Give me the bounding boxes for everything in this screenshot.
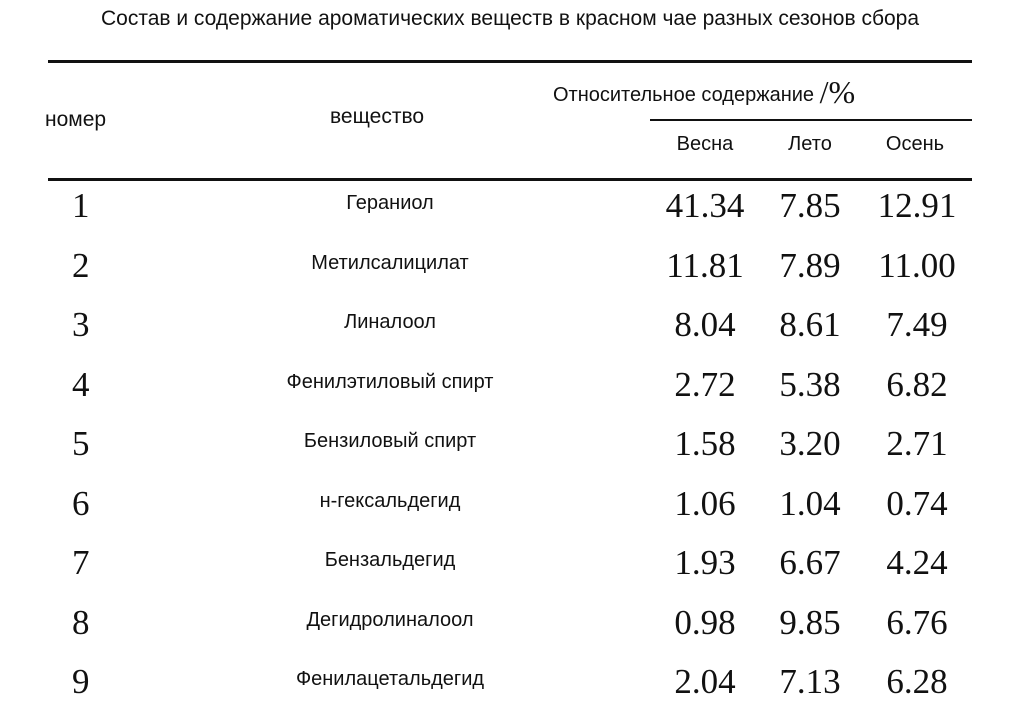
row-number: 4 (72, 364, 90, 404)
header-season-autumn: Осень (885, 133, 945, 155)
row-value-spring: 41.34 (665, 186, 745, 225)
row-substance: Метилсалицилат (311, 251, 469, 274)
row-substance: н-гексальдегид (319, 489, 461, 512)
row-value-summer: 9.85 (779, 602, 841, 642)
header-number: номер (45, 108, 107, 131)
header-bottom-rule (48, 178, 972, 181)
row-value-summer: 7.89 (779, 245, 841, 285)
row-value-summer: 6.67 (779, 543, 841, 582)
header-group-label: Относительное содержание (553, 84, 815, 106)
row-number: 8 (72, 602, 90, 642)
header-unit: /% (819, 74, 856, 110)
row-value-summer: 5.38 (779, 364, 841, 404)
row-substance: Линалоол (344, 311, 436, 333)
row-value-autumn: 12.91 (877, 186, 957, 225)
row-value-spring: 8.04 (674, 305, 736, 344)
header-season-spring: Весна (676, 133, 734, 155)
row-value-spring: 11.81 (666, 245, 744, 285)
group-rule (650, 119, 972, 121)
row-value-autumn: 2.71 (886, 424, 948, 463)
row-number: 1 (72, 186, 90, 225)
row-value-summer: 1.04 (779, 483, 841, 523)
row-value-spring: 0.98 (674, 602, 736, 642)
row-value-spring: 2.04 (674, 662, 736, 701)
row-number: 9 (72, 662, 90, 701)
row-value-autumn: 4.24 (886, 543, 948, 582)
row-substance: Фенилэтиловый спирт (286, 370, 494, 393)
row-value-spring: 1.58 (674, 424, 736, 463)
row-value-summer: 8.61 (779, 305, 841, 344)
row-number: 3 (72, 305, 90, 344)
row-value-autumn: 7.49 (886, 305, 948, 344)
row-substance: Гераниол (346, 192, 434, 214)
row-number: 2 (72, 245, 90, 285)
row-number: 6 (72, 483, 90, 523)
row-number: 5 (72, 424, 90, 463)
row-value-spring: 1.06 (674, 483, 736, 523)
row-value-spring: 2.72 (674, 364, 736, 404)
row-value-autumn: 0.74 (886, 483, 948, 523)
row-value-autumn: 6.28 (886, 662, 948, 701)
row-value-autumn: 11.00 (878, 245, 956, 285)
row-substance: Фенилацетальдегид (295, 668, 485, 690)
table-title: Состав и содержание ароматических веществ в красном чае разных сезонов сбора (100, 7, 920, 30)
header-group (553, 74, 855, 111)
row-value-spring: 1.93 (674, 543, 736, 582)
row-substance: Дегидролиналоол (306, 608, 474, 631)
row-substance: Бензальдегид (324, 549, 456, 571)
header-season-summer: Лето (788, 133, 832, 155)
row-value-summer: 7.85 (779, 186, 841, 225)
row-value-autumn: 6.82 (886, 364, 948, 404)
row-value-summer: 3.20 (779, 424, 841, 463)
row-substance: Бензиловый спирт (303, 430, 477, 452)
top-rule (48, 60, 972, 63)
row-value-summer: 7.13 (779, 662, 841, 701)
header-substance: вещество (330, 105, 425, 128)
row-value-autumn: 6.76 (886, 602, 948, 642)
row-number: 7 (72, 543, 90, 582)
